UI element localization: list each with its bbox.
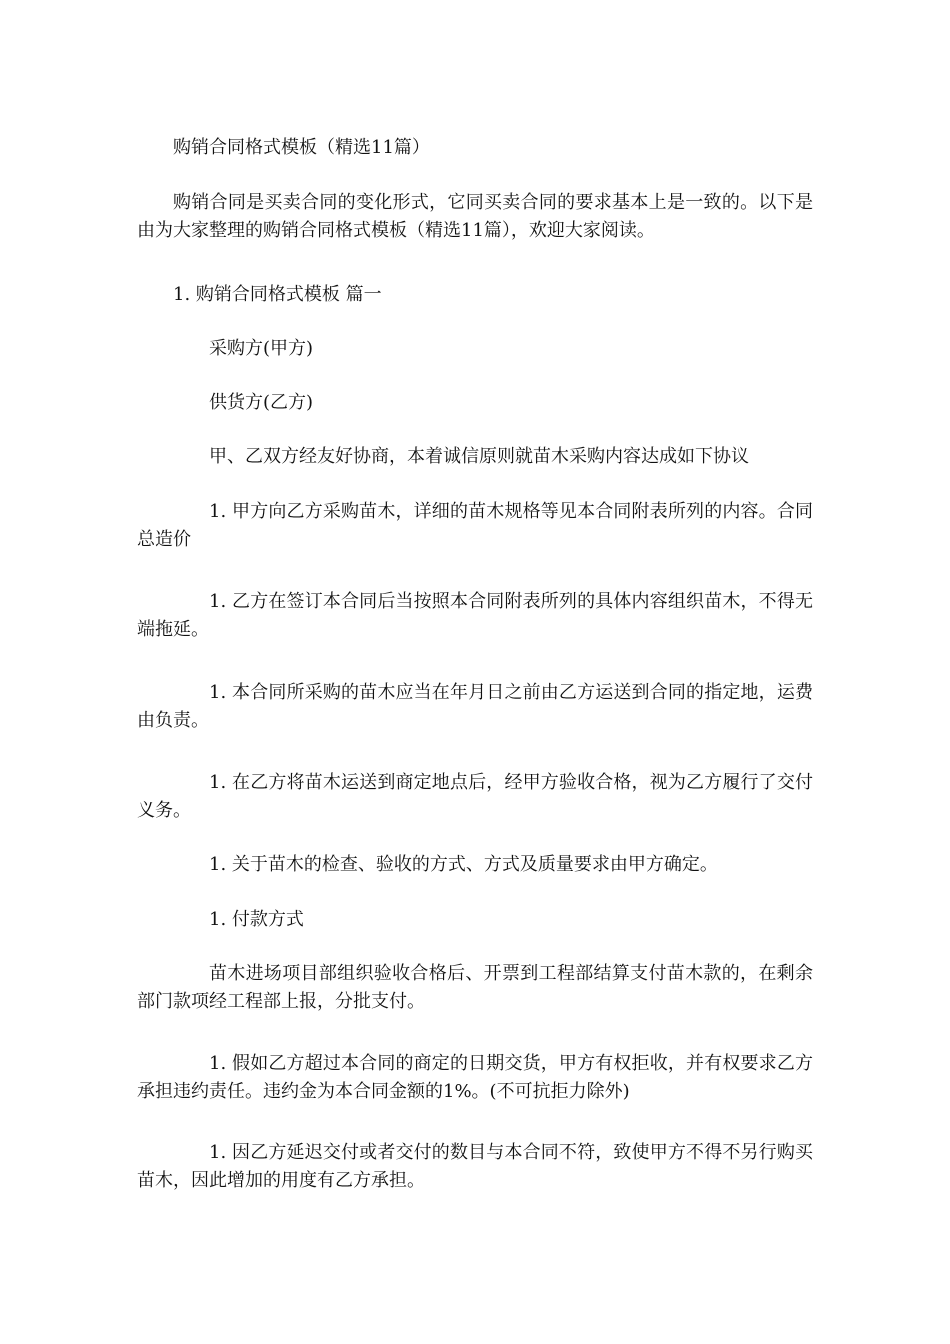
- clause-inspection: 1. 关于苗木的检查、验收的方式、方式及质量要求由甲方确定。: [209, 854, 718, 875]
- paragraph-supplier: 供货方(乙方): [209, 392, 314, 413]
- intro-paragraph: 购销合同是买卖合同的变化形式，它同买卖合同的要求基本上是一致的。以下是由为大家整理的购销合同格式模板（精选11篇），欢迎大家阅读。: [137, 192, 813, 241]
- paragraph-buyer: 采购方(甲方): [209, 338, 314, 359]
- paragraph-agreement: 甲、乙双方经友好协商，本着诚信原则就苗木采购内容达成如下协议: [209, 446, 749, 467]
- section-heading: 1. 购销合同格式模板 篇一: [173, 284, 382, 305]
- clause-delivery-date: 1. 本合同所采购的苗木应当在年月日之前由乙方运送到合同的指定地，运费由负责。: [137, 682, 813, 731]
- document-title: 购销合同格式模板（精选11篇）: [173, 137, 430, 158]
- clause-delay-compensation: 1. 因乙方延迟交付或者交付的数目与本合同不符，致使甲方不得不另行购买苗木，因此增加的用度有乙方承担。: [137, 1142, 813, 1191]
- clause-purchase: 1. 甲方向乙方采购苗木，详细的苗木规格等见本合同附表所列的内容。合同总造价: [137, 501, 813, 550]
- clause-payment-method: 1. 付款方式: [209, 909, 304, 930]
- clause-late-delivery: 1. 假如乙方超过本合同的商定的日期交货，甲方有权拒收，并有权要求乙方承担违约责任。违约金为本合同金额的1%。(不可抗拒力除外): [137, 1053, 813, 1102]
- paragraph-payment-details: 苗木进场项目部组织验收合格后、开票到工程部结算支付苗木款的，在剩余部门款项经工程部上报，分批支付。: [137, 963, 813, 1012]
- clause-organize: 1. 乙方在签订本合同后当按照本合同附表所列的具体内容组织苗木，不得无端拖延。: [137, 591, 813, 640]
- clause-acceptance: 1. 在乙方将苗木运送到商定地点后，经甲方验收合格，视为乙方履行了交付义务。: [137, 772, 813, 821]
